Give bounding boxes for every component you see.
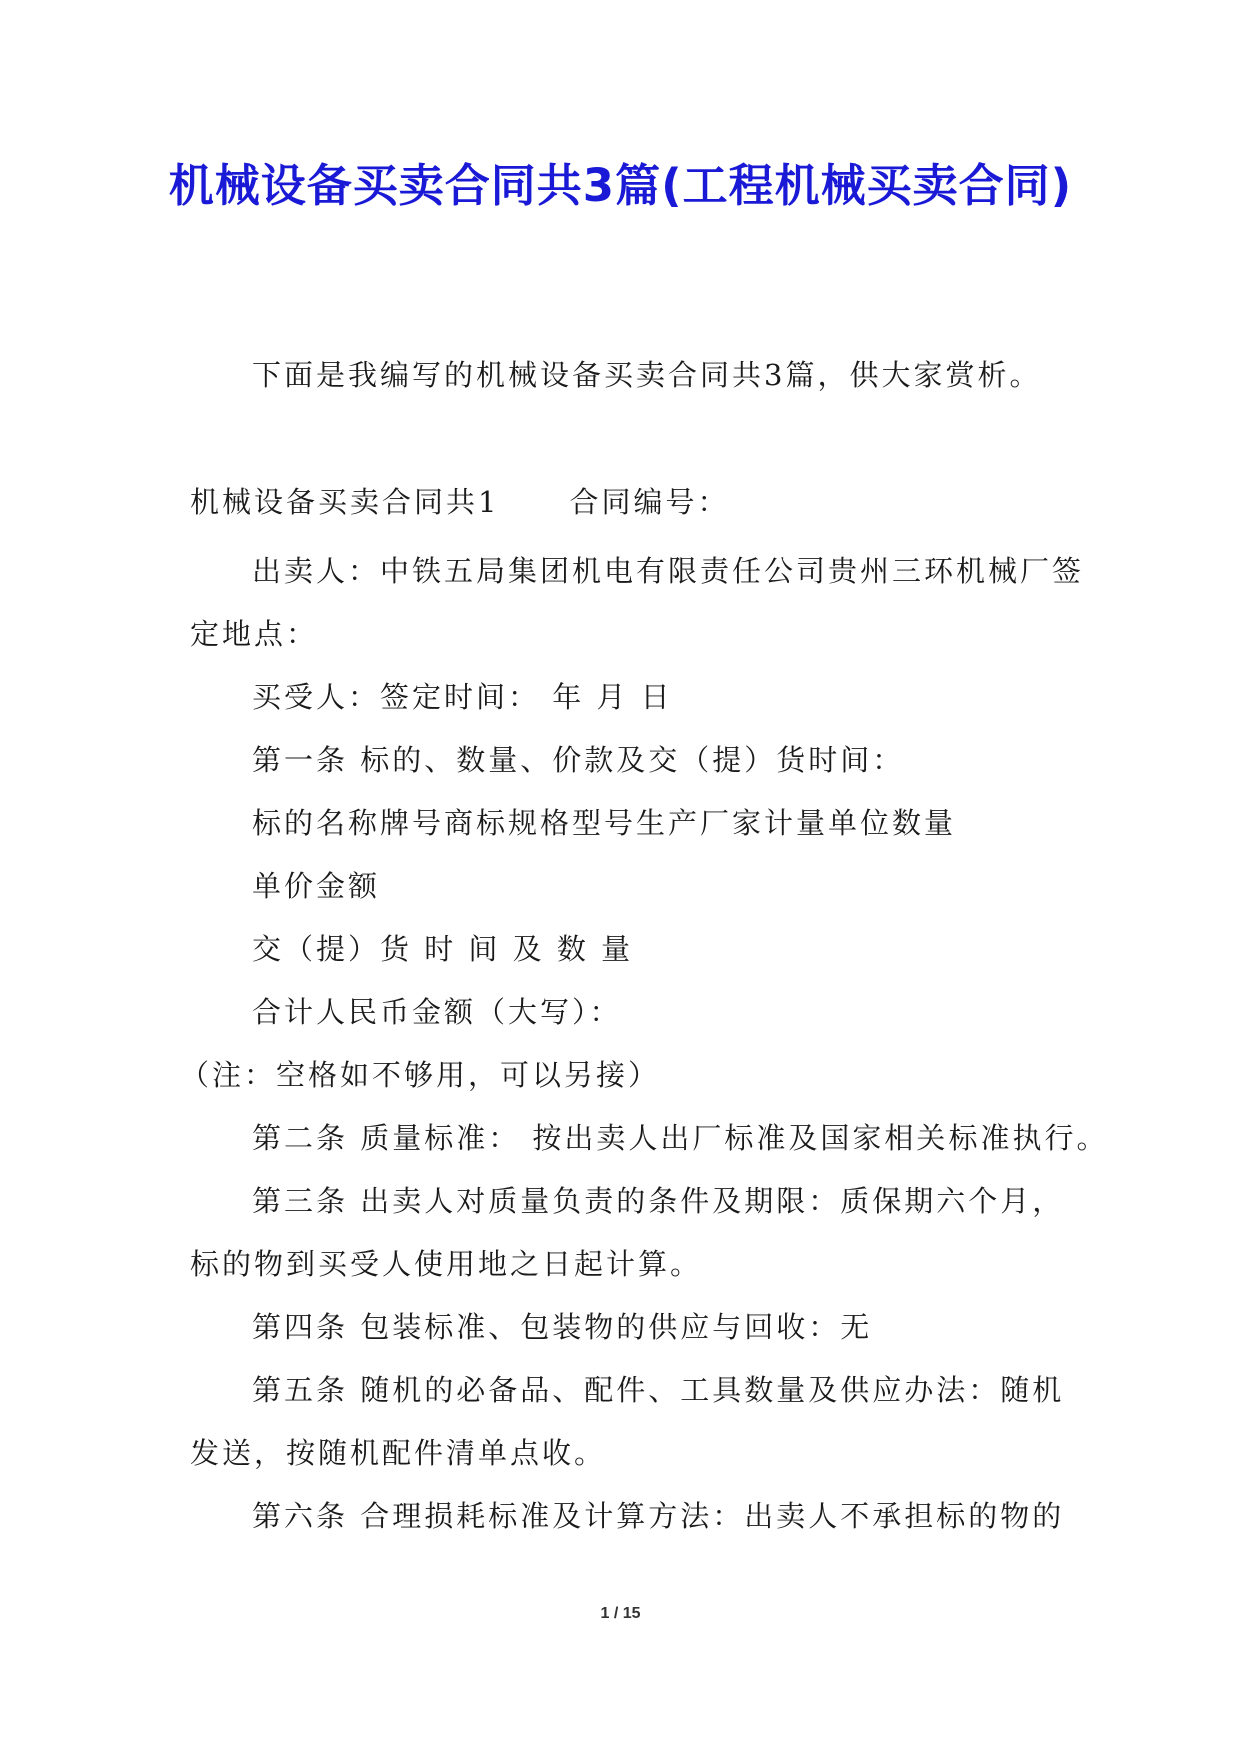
contract-heading-line: [190, 482, 729, 522]
paragraph-article-4: 第四条 包装标准、包装物的供应与回收：无: [252, 1310, 873, 1344]
contract-number-label: 合同编号：: [569, 485, 730, 519]
paragraph-note: （注：空格如不够用，可以另接）: [180, 1058, 661, 1092]
paragraph-article-3-cont: 标的物到买受人使用地之日起计算。: [190, 1247, 703, 1281]
paragraph-total-amount: 合计人民币金额（大写）：: [252, 995, 622, 1029]
paragraph-delivery-fields: 交（提）货 时 间 及 数 量: [252, 932, 634, 966]
paragraph-buyer: 买受人：签定时间： 年 月 日: [252, 680, 673, 714]
paragraph-article-6: 第六条 合理损耗标准及计算方法：出卖人不承担标的物的: [252, 1499, 1065, 1533]
intro-paragraph: 下面是我编写的机械设备买卖合同共3篇，供大家赏析。: [252, 358, 1042, 392]
contract-heading: 机械设备买卖合同共1: [190, 485, 500, 519]
document-title: 机械设备买卖合同共3篇(工程机械买卖合同): [168, 159, 1073, 212]
paragraph-seller: 出卖人：中铁五局集团机电有限责任公司贵州三环机械厂签: [252, 554, 1085, 588]
paragraph-seller-cont: 定地点：: [190, 617, 319, 651]
paragraph-article-5: 第五条 随机的必备品、配件、工具数量及供应办法：随机: [252, 1373, 1065, 1407]
paragraph-article-2: 第二条 质量标准： 按出卖人出厂标准及国家相关标准执行。: [252, 1121, 1109, 1155]
paragraph-item-fields: 标的名称牌号商标规格型号生产厂家计量单位数量: [252, 806, 957, 840]
paragraph-price-fields: 单价金额: [252, 869, 381, 903]
paragraph-article-5-cont: 发送，按随机配件清单点收。: [190, 1436, 607, 1470]
paragraph-article-1: 第一条 标的、数量、价款及交（提）货时间：: [252, 743, 905, 777]
paragraph-article-3: 第三条 出卖人对质量负责的条件及期限：质保期六个月，: [252, 1184, 1065, 1218]
page-number: 1 / 15: [600, 1605, 641, 1622]
